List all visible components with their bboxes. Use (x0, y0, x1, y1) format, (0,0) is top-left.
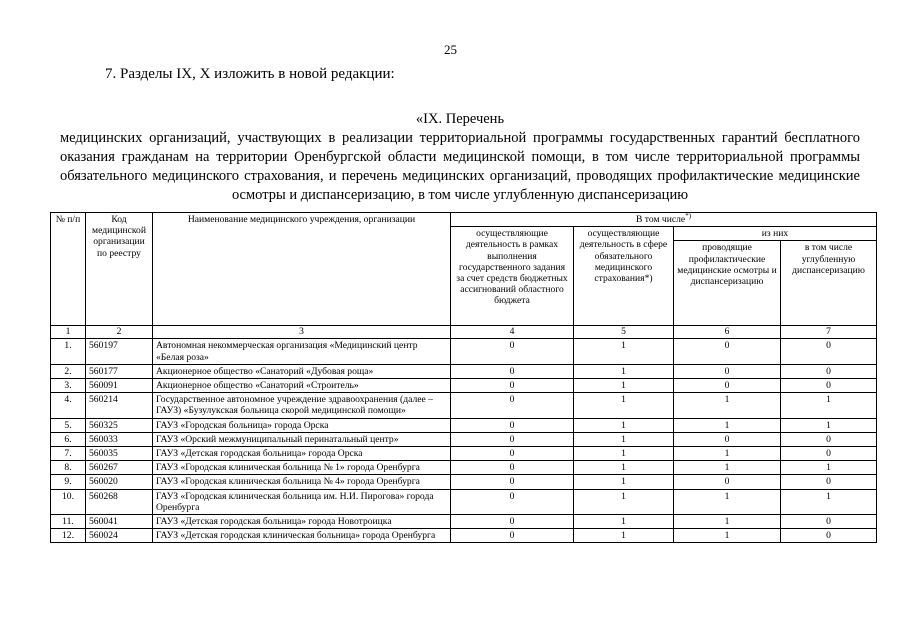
registry-table (50, 212, 877, 543)
row-col5: 1 (574, 447, 674, 461)
row-name: ГАУЗ «Детская городская больница» города Орска (153, 447, 451, 461)
row-col5: 1 (574, 393, 674, 418)
row-number: 12. (51, 529, 86, 543)
row-col7: 0 (781, 515, 877, 529)
row-col4: 0 (451, 364, 574, 378)
row-number: 3. (51, 379, 86, 393)
row-col4: 0 (451, 447, 574, 461)
row-col5: 1 (574, 515, 674, 529)
header-col4: осуществляющие деятельность в рамках выполнения государственного задания за счет средств бюджетных ассигнований областного бюджета (451, 227, 574, 326)
row-col5: 1 (574, 418, 674, 432)
table-row (51, 461, 877, 475)
row-col5: 1 (574, 489, 674, 514)
row-col6: 0 (674, 364, 781, 378)
row-col7: 0 (781, 339, 877, 364)
row-code: 560268 (86, 489, 153, 514)
row-col4: 0 (451, 379, 574, 393)
row-number: 5. (51, 418, 86, 432)
header-including (451, 213, 877, 227)
column-number: 3 (153, 326, 451, 339)
row-code: 560177 (86, 364, 153, 378)
header-including-label: В том числе (635, 214, 686, 225)
row-code: 560197 (86, 339, 153, 364)
row-col4: 0 (451, 461, 574, 475)
header-col6: проводящие профилактические медицинские осмотры и диспансеризацию (674, 241, 781, 326)
row-code: 560091 (86, 379, 153, 393)
row-col4: 0 (451, 432, 574, 446)
row-col6: 1 (674, 529, 781, 543)
header-code: Код медицинской организации по реестру (86, 213, 153, 326)
row-name: ГАУЗ «Городская клиническая больница № 4» города Оренбурга (153, 475, 451, 489)
row-col6: 1 (674, 447, 781, 461)
table-row (51, 529, 877, 543)
row-col5: 1 (574, 339, 674, 364)
title-line: «IX. Перечень (415, 111, 505, 127)
row-col5: 1 (574, 364, 674, 378)
row-number: 9. (51, 475, 86, 489)
row-col7: 0 (781, 529, 877, 543)
row-number: 2. (51, 364, 86, 378)
row-col6: 0 (674, 379, 781, 393)
row-code: 560325 (86, 418, 153, 432)
row-col6: 1 (674, 515, 781, 529)
row-name: Акционерное общество «Санаторий «Строитель» (153, 379, 451, 393)
row-name: Автономная некоммерческая организация «Медицинский центр «Белая роза» (153, 339, 451, 364)
row-name: ГАУЗ «Детская городская клиническая больница» города Оренбурга (153, 529, 451, 543)
header-col5: осуществляющие деятельность в сфере обязательного медицинского страхования*) (574, 227, 674, 326)
row-col7: 1 (781, 418, 877, 432)
row-number: 6. (51, 432, 86, 446)
row-col7: 1 (781, 461, 877, 475)
page-number: 25 (444, 42, 457, 57)
column-number: 7 (781, 326, 877, 339)
row-col7: 0 (781, 475, 877, 489)
row-col5: 1 (574, 475, 674, 489)
row-name: ГАУЗ «Детская городская больница» города Новотроицка (153, 515, 451, 529)
row-name: ГАУЗ «Городская больница» города Орска (153, 418, 451, 432)
column-number: 2 (86, 326, 153, 339)
row-col6: 0 (674, 475, 781, 489)
column-number: 4 (451, 326, 574, 339)
row-col4: 0 (451, 529, 574, 543)
column-number: 6 (674, 326, 781, 339)
row-col7: 0 (781, 432, 877, 446)
row-col6: 1 (674, 418, 781, 432)
header-of-them: из них (674, 227, 877, 241)
row-code: 560041 (86, 515, 153, 529)
row-col5: 1 (574, 529, 674, 543)
table-row (51, 515, 877, 529)
header-num: № п/п (51, 213, 86, 326)
footnote-mark: *) (685, 211, 692, 220)
row-code: 560214 (86, 393, 153, 418)
row-col5: 1 (574, 432, 674, 446)
row-col4: 0 (451, 418, 574, 432)
row-name: Акционерное общество «Санаторий «Дубовая роща» (153, 364, 451, 378)
row-col4: 0 (451, 475, 574, 489)
column-number: 5 (574, 326, 674, 339)
row-col7: 0 (781, 447, 877, 461)
table-row (51, 339, 877, 364)
row-number: 8. (51, 461, 86, 475)
row-name: ГАУЗ «Орский межмуниципальный перинатальный центр» (153, 432, 451, 446)
row-col4: 0 (451, 489, 574, 514)
row-col4: 0 (451, 393, 574, 418)
row-col7: 1 (781, 393, 877, 418)
row-name: ГАУЗ «Городская клиническая больница № 1» города Оренбурга (153, 461, 451, 475)
row-number: 1. (51, 339, 86, 364)
header-col7: в том числе углубленную диспансеризацию (781, 241, 877, 326)
table-row (51, 447, 877, 461)
row-code: 560020 (86, 475, 153, 489)
row-code: 560024 (86, 529, 153, 543)
row-col5: 1 (574, 461, 674, 475)
table-row (51, 379, 877, 393)
row-code: 560033 (86, 432, 153, 446)
row-col7: 0 (781, 364, 877, 378)
table-row (51, 364, 877, 378)
row-col6: 1 (674, 461, 781, 475)
row-name: Государственное автономное учреждение здравоохранения (далее – ГАУЗ) «Бузулукская больница скорой медицинской помощи» (153, 393, 451, 418)
column-number-row (51, 326, 877, 339)
column-number: 1 (51, 326, 86, 339)
row-col7: 1 (781, 489, 877, 514)
table-row (51, 489, 877, 514)
row-code: 560035 (86, 447, 153, 461)
row-col6: 0 (674, 432, 781, 446)
row-number: 10. (51, 489, 86, 514)
row-col4: 0 (451, 339, 574, 364)
row-col4: 0 (451, 515, 574, 529)
table-row (51, 393, 877, 418)
table-row (51, 432, 877, 446)
row-col6: 1 (674, 393, 781, 418)
section-heading: 7. Разделы IX, X изложить в новой редакции: (105, 66, 395, 82)
row-number: 4. (51, 393, 86, 418)
title-body: медицинских организаций, участвующих в реализации территориальной программы государственных гарантий бесплатного оказания гражданам на территории Оренбургской области медицинской помощи, в том числе территориальной программы обязательного медицинского страхования, и перечень медицинских организаций, проводящих профилактические медицинские осмотры и диспансеризацию, в том числе углубленную диспансеризацию (60, 130, 860, 203)
document-title (60, 110, 860, 205)
table-row (51, 418, 877, 432)
row-col5: 1 (574, 379, 674, 393)
row-number: 7. (51, 447, 86, 461)
row-code: 560267 (86, 461, 153, 475)
row-name: ГАУЗ «Городская клиническая больница им. Н.И. Пирогова» города Оренбурга (153, 489, 451, 514)
row-col7: 0 (781, 379, 877, 393)
row-col6: 1 (674, 489, 781, 514)
row-col6: 0 (674, 339, 781, 364)
row-number: 11. (51, 515, 86, 529)
table-row (51, 475, 877, 489)
header-name: Наименование медицинского учреждения, организации (153, 213, 451, 326)
